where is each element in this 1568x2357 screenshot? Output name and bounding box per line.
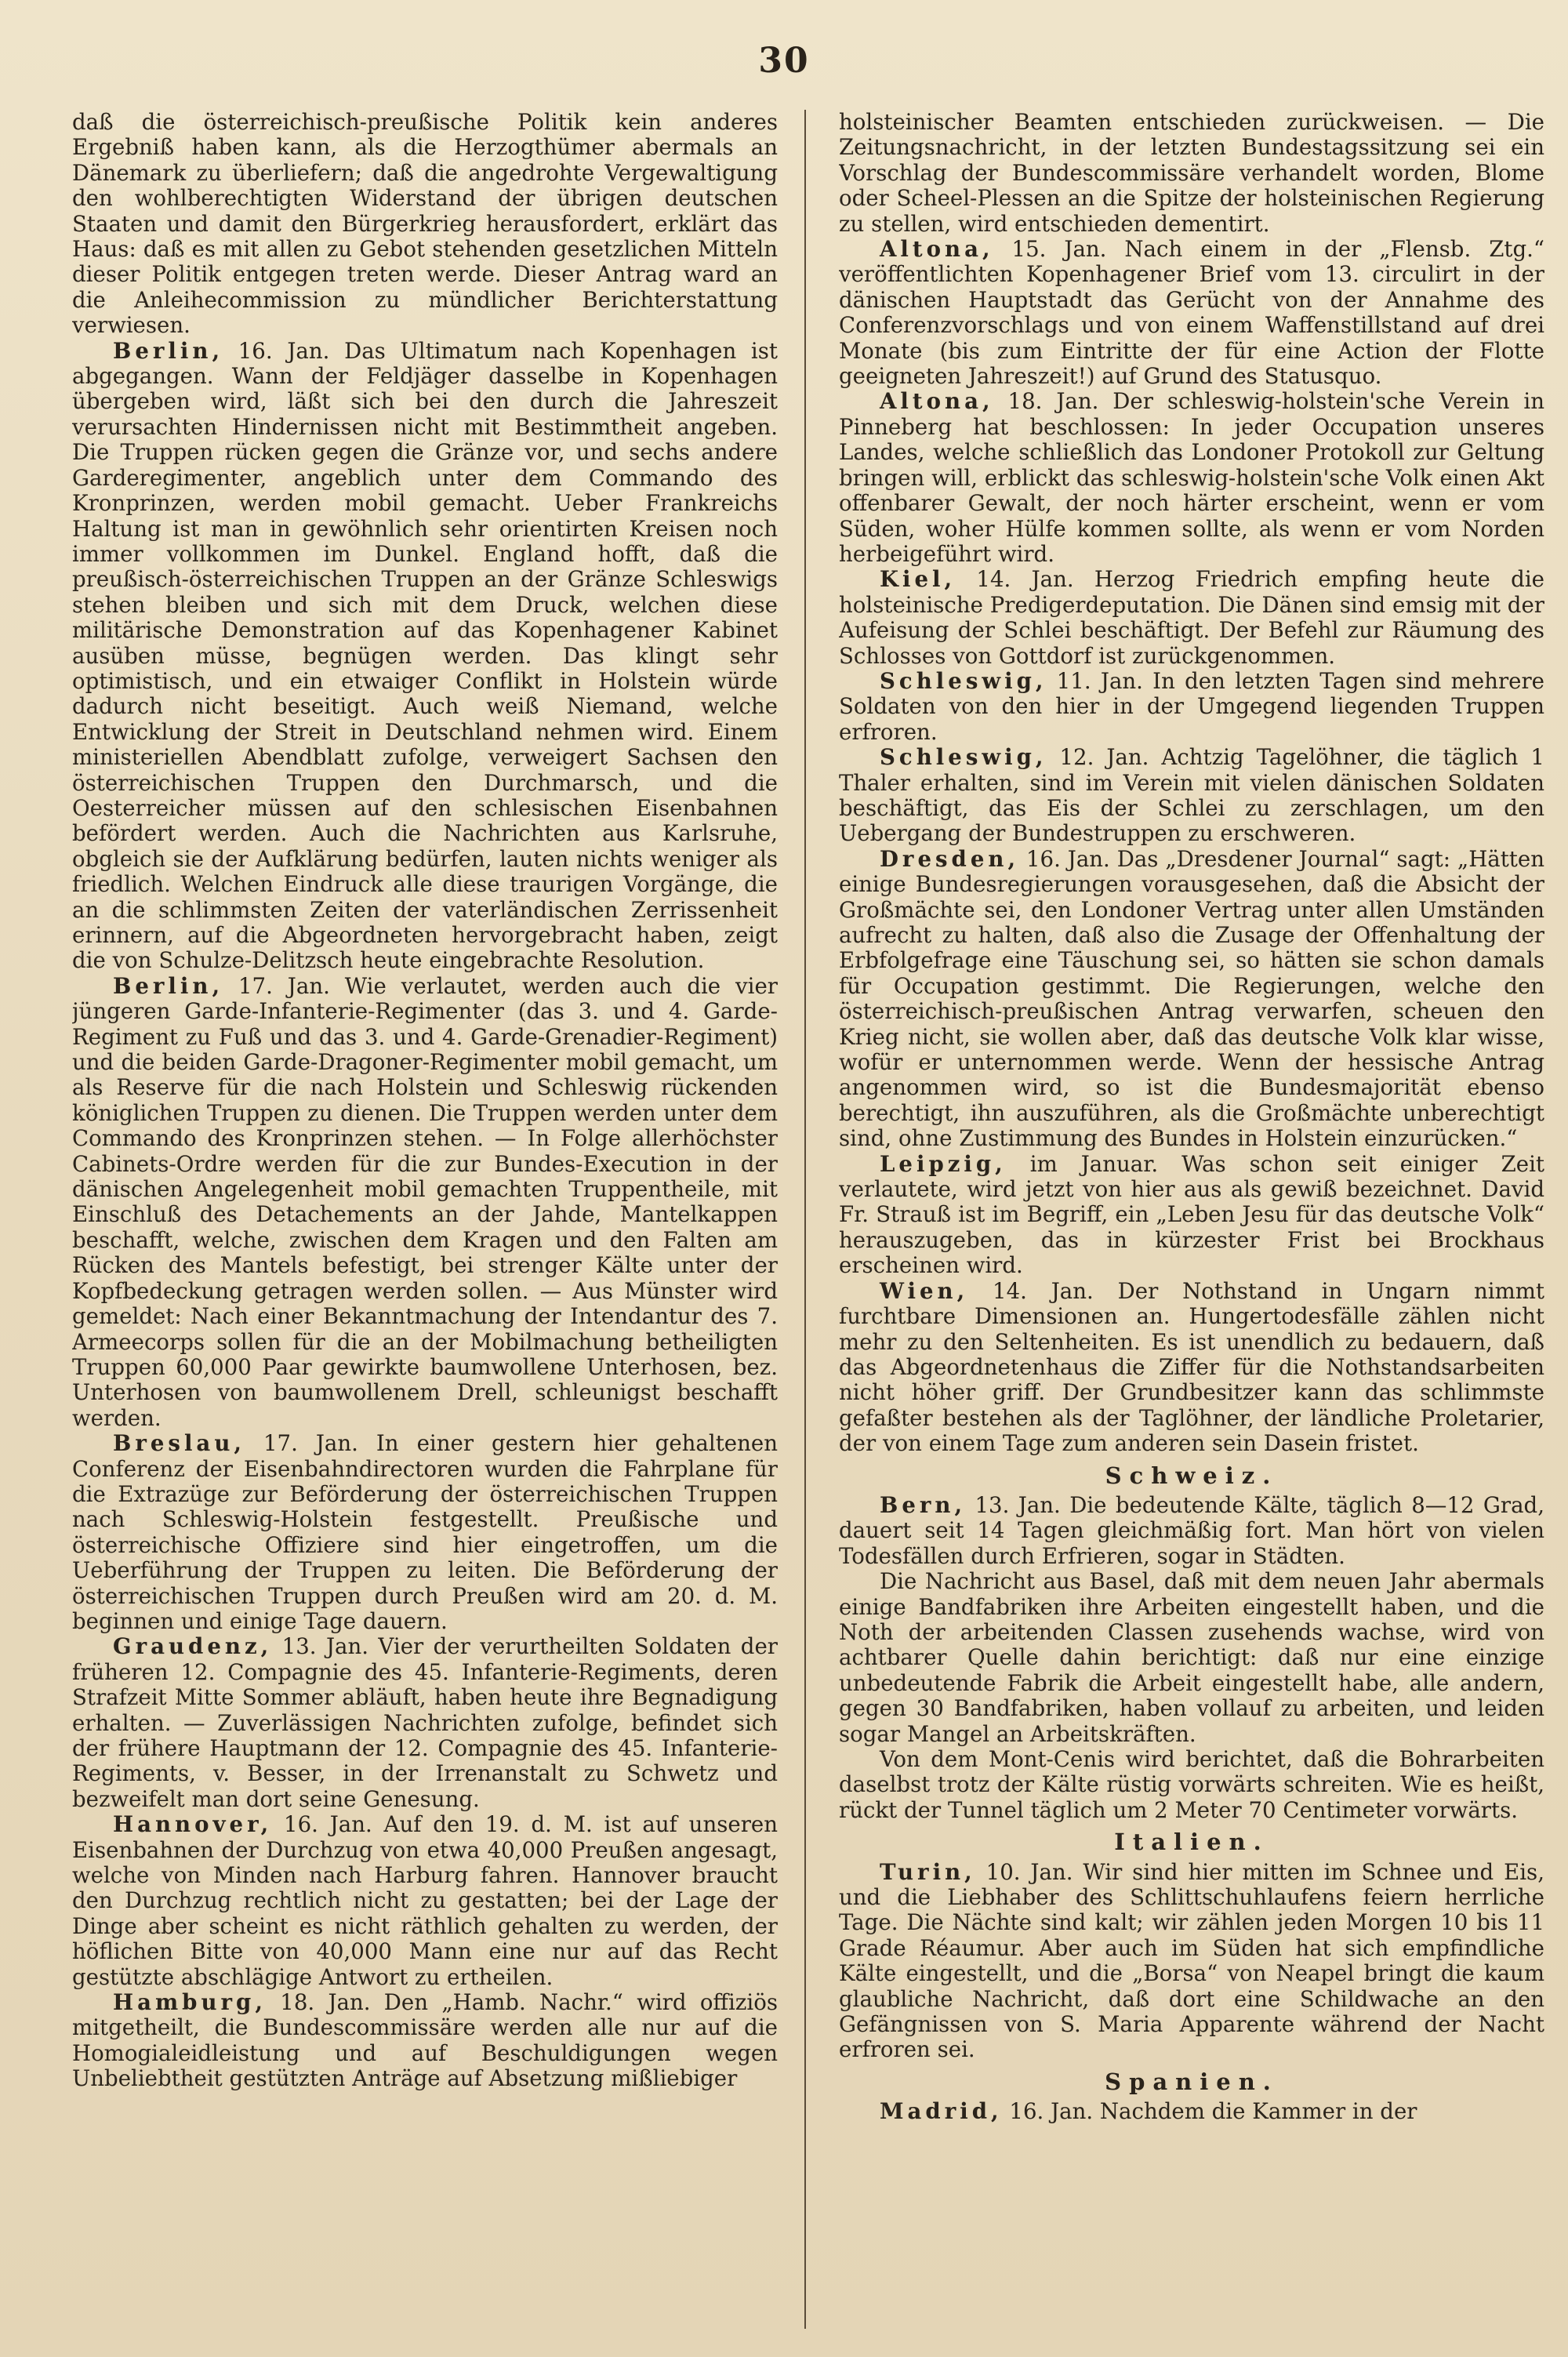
news-text: 17. Jan. Wie verlautet, werden auch die vier jüngeren Garde-Infanterie-Regimenter (das 3. und 4. Garde-Regiment zu Fuß und das 3. und 4. Garde-Grenadier-Regiment) und die beiden Garde-Dragoner-Regimenter mobil gemacht, um als Reserve für die nach Holstein und Schleswig rückenden königlichen Truppen zu dienen. Die Truppen werden unter dem Commando des Kronprinzen stehen. — In Folge allerhöchster Cabinets-Ordre werden für die zur Bundes-Execution in der dänischen Angelegenheit mobil gemachten Truppentheile, mit Einschluß des Detachements an der Jahde, Mantelkappen beschafft, welche, zwischen dem Kragen und den Falten am Rücken des Mantels befestigt, bei strenger Kälte unter der Kopfbedeckung getragen werden sollen. — Aus Münster wird gemeldet: Nach einer Bekanntmachung der Intendantur des 7. Armeecorps sollen für die an der Mobilmachung betheiligten Truppen 60,000 Paar gewirkte baumwollene Unterhosen, bez. Unterhosen von baumwollenem Drell, schleunigst beschafft werden.	[72, 972, 778, 1431]
dateline-place: Madrid,	[880, 2098, 1003, 2125]
dateline-place: Schleswig,	[880, 744, 1047, 771]
news-text: 16. Jan. Nachdem die Kammer in der	[1002, 2098, 1417, 2125]
news-item	[72, 1990, 778, 2092]
column-divider	[804, 110, 806, 2329]
news-item	[839, 847, 1544, 1152]
news-item	[839, 2099, 1544, 2124]
news-text: 18. Jan. Der schleswig-holstein'sche Verein in Pinneberg hat beschlossen: In jeder Occupation unseres Landes, welche schließlich das Londoner Protokoll zur Geltung bringen will, erblickt das schleswig-holstein'sche Volk einen Akt offenbarer Gewalt, der noch härter erscheint, wenn er vom Süden, woher Hülfe kommen sollte, als wenn er vom Norden herbeigeführt wird.	[839, 388, 1544, 567]
news-item	[72, 1812, 778, 1990]
dateline-place: Wien,	[880, 1277, 969, 1304]
dateline-place: Schleswig,	[880, 667, 1047, 694]
dateline-place: Dresden,	[880, 845, 1020, 872]
dateline-place: Kiel,	[880, 566, 956, 593]
news-text: 10. Jan. Wir sind hier mitten im Schnee und Eis, und die Liebhaber des Schlittschuhlaufens feiern herrliche Tage. Die Nächte sind kalt; wir zählen jeden Morgen 10 bis 11 Grade Réaumur. Aber auch im Süden hat sich empfindliche Kälte eingestellt, und die „Borsa“ von Neapel bringt die kaum glaubliche Nachricht, daß dort eine Schildwache an den Gefängnissen von S. Maria Apparente während der Nacht erfroren sei.	[839, 1858, 1544, 2063]
paragraph: Von dem Mont-Cenis wird berichtet, daß die Bohrarbeiten daselbst trotz der Kälte rüstig vorwärts schreiten. Wie es heißt, rückt der Tunnel täglich um 2 Meter 70 Centimeter vorwärts.	[839, 1746, 1544, 1823]
news-text: 14. Jan. Der Nothstand in Ungarn nimmt furchtbare Dimensionen an. Hungertodesfälle zählen nicht mehr zu den Seltenheiten. Es ist unendlich zu bedauern, daß das Abgeordnetenhaus die Ziffer für die Nothstandsarbeiten nicht höher griff. Der Grundbesitzer kann das schlimmste gefaßter bestehen als der Taglöhner, der ländliche Proletarier, der von einem Tage zum anderen sein Dasein fristet.	[839, 1277, 1544, 1457]
dateline-place: Altona,	[880, 236, 994, 263]
news-text: 18. Jan. Den „Hamb. Nachr.“ wird offiziös mitgetheilt, die Bundescommissäre werden alle nur auf die Homogialeidleistung und auf Beschuldigungen wegen Unbeliebtheit gestützten Anträge auf Absetzung mißliebiger	[72, 1989, 778, 2092]
dateline-place: Graudenz,	[113, 1633, 273, 1660]
dateline-place: Hannover,	[113, 1811, 273, 1838]
dateline-place: Berlin,	[113, 337, 224, 364]
news-item	[839, 669, 1544, 745]
news-item	[839, 1152, 1544, 1279]
news-item	[72, 974, 778, 1431]
news-text: 12. Jan. Achtzig Tagelöhner, die täglich 1 Thaler erhalten, sind im Verein mit vielen dänischen Soldaten beschäftigt, das Eis der Schlei zu zerschlagen, um den Uebergang der Bundestruppen zu erschweren.	[839, 744, 1544, 847]
paragraph: daß die österreichisch-preußische Politik kein anderes Ergebniß haben kann, als die Herzogthümer abermals an Dänemark zu überliefern; daß die angedrohte Vergewaltigung den wohlberechtigten Widerstand der übrigen deutschen Staaten und damit den Bürgerkrieg herausfordert, erklärt das Haus: daß es mit allen zu Gebot stehenden gesetzlichen Mitteln dieser Politik entgegen treten werde. Dieser Antrag ward an die Anleihecommission zu mündlicher Berichterstattung verwiesen.	[72, 110, 778, 339]
section-heading: Italien.	[1114, 1829, 1269, 1856]
dateline-place: Altona,	[880, 388, 994, 415]
news-text: 16. Jan. Das Ultimatum nach Kopenhagen ist abgegangen. Wann der Feldjäger dasselbe in Kopenhagen übergeben wird, läßt sich bei den durch die Jahreszeit verursachten Hindernissen nicht mit Bestimmtheit angeben. Die Truppen rücken gegen die Gränze vor, und sechs andere Garderegimenter, angeblich unter dem Commando des Kronprinzen, werden mobil gemacht. Ueber Frankreichs Haltung ist man in gewöhnlich sehr orientirten Kreisen noch immer vollkommen im Dunkel. England hofft, daß die preußisch-österreichischen Truppen an der Gränze Schleswigs stehen bleiben und sich mit dem Druck, welchen diese militärische Demonstration auf das Kopenhagener Kabinet ausüben müsse, begnügen werden. Das klingt sehr optimistisch, und ein etwaiger Conflikt in Holstein würde dadurch nicht beseitigt. Auch weiß Niemand, welche Entwicklung der Streit in Deutschland nehmen wird. Einem ministeriellen Abendblatt zufolge, verweigert Sachsen den österreichischen Truppen den Durchmarsch, und die Oesterreicher müssen auf den schlesischen Eisenbahnen befördert werden. Auch die Nachrichten aus Karlsruhe, obgleich sie der Aufklärung bedürfen, lauten nichts weniger als friedlich. Welchen Eindruck alle diese traurigen Vorgänge, die an die schlimmsten Zeiten der vaterländischen Zerrissenheit erinnern, auf die Abgeordneten hervorgebracht haben, zeigt die von Schulze-Delitzsch heute eingebrachte Resolution.	[72, 337, 778, 974]
news-text: 11. Jan. In den letzten Tagen sind mehrere Soldaten von den hier in der Umgegend liegenden Truppen erfroren.	[839, 667, 1544, 745]
left-column	[72, 110, 778, 2337]
news-text: 17. Jan. In einer gestern hier gehaltenen Conferenz der Eisenbahndirectoren wurden die Fahrplane für die Extrazüge zur Beförderung der österreichischen Truppen nach Schleswig-Holstein festgestellt. Preußische und österreichische Offiziere sind hier eingetroffen, um die Ueberführung der Truppen zu leiten. Die Beförderung der österreichischen Truppen durch Preußen wird am 20. d. M. beginnen und einige Tage dauern.	[72, 1430, 778, 1634]
news-item	[839, 1279, 1544, 1457]
news-text: 13. Jan. Vier der verurtheilten Soldaten der früheren 12. Compagnie des 45. Infanterie-Regiments, deren Strafzeit Mitte Sommer abläuft, haben heute ihre Begnadigung erhalten. — Zuverlässigen Nachrichten zufolge, befindet sich der frühere Hauptmann der 12. Compagnie des 45. Infanterie-Regiments, v. Besser, in der Irrenanstalt zu Schwetz und bezweifelt man dort seine Genesung.	[72, 1633, 778, 1812]
news-text: 13. Jan. Die bedeutende Kälte, täglich 8—12 Grad, dauert seit 14 Tagen gleichmäßig fort. Man hört von vielen Todesfällen durch Erfrieren, sogar in Städten.	[839, 1491, 1544, 1569]
news-item	[839, 1493, 1544, 1569]
news-item	[72, 1431, 778, 1634]
news-item	[72, 339, 778, 974]
dateline-place: Bern,	[880, 1491, 967, 1518]
news-text: 15. Jan. Nach einem in der „Flensb. Ztg.“ veröffentlichten Kopenhagener Brief vom 13. circulirt in der dänischen Hauptstadt das Gerücht von der Annahme des Conferenzvorschlags und von einem Waffenstillstand auf drei Monate (bis zum Eintritte der für eine Action der Flotte geeigneten Jahreszeit!) auf Grund des Statusquo.	[839, 236, 1544, 390]
dateline-place: Turin,	[880, 1858, 976, 1885]
news-text: 16. Jan. Das „Dresdener Journal“ sagt: „Hätten einige Bundesregierungen vorausgesehen, daß die Absicht der Großmächte sei, den Londoner Vertrag unter allen Umständen aufrecht zu halten, daß also die Zusage der Offenhaltung der Erbfolgefrage eine Täuschung sei, so hätten sie schon damals für Occupation gestimmt. Die Regierungen, welche den österreichisch-preußischen Antrag verwarfen, scheuen den Krieg nicht, sie wollen aber, daß das deutsche Volk klar wisse, wofür er unternommen werde. Wenn der hessische Antrag angenommen wird, so ist die Bundesmajorität ebenso berechtigt, ihn auszuführen, als die Großmächte unberechtigt sind, ohne Zustimmung des Bundes in Holstein einzurücken.“	[839, 845, 1544, 1152]
paragraph: Die Nachricht aus Basel, daß mit dem neuen Jahr abermals einige Bandfabriken ihre Arbeiten eingestellt haben, und die Noth der arbeitenden Classen zusehends wachse, wird von achtbarer Quelle dahin berichtigt: daß nur eine einzige unbedeutende Fabrik die Arbeit eingestellt habe, alle andern, gegen 30 Bandfabriken, haben vollauf zu arbeiten, und leiden sogar Mangel an Arbeitskräften.	[839, 1568, 1544, 1747]
dateline-place: Breslau,	[113, 1430, 245, 1457]
news-item	[72, 1634, 778, 1812]
page-number: 30	[758, 41, 810, 81]
news-item	[839, 237, 1544, 389]
dateline-place: Leipzig,	[880, 1150, 1007, 1177]
dateline-place: Hamburg,	[113, 1989, 267, 2016]
paragraph: holsteinischer Beamten entschieden zurückweisen. — Die Zeitungsnachricht, in der letzten Bundestagssitzung sei ein Vorschlag der Bundescommissäre verhandelt worden, Blome oder Scheel-Plessen an die Spitze der holsteinischen Regierung zu stellen, wird entschieden dementirt.	[839, 110, 1544, 237]
right-column	[839, 110, 1544, 2337]
news-item	[839, 389, 1544, 567]
news-item	[839, 745, 1544, 847]
section-heading: Schweiz.	[1105, 1462, 1279, 1489]
news-text: 16. Jan. Auf den 19. d. M. ist auf unseren Eisenbahnen der Durchzug von etwa 40,000 Preußen angesagt, welche von Minden nach Harburg fahren. Hannover braucht den Durchzug rechtlich nicht zu gestatten; bei der Lage der Dinge aber scheint es nicht räthlich gehalten zu werden, der höflichen Bitte von 40,000 Mann eine nur auf das Recht gestützte abschlägige Antwort zu ertheilen.	[72, 1811, 778, 1990]
news-text: im Januar. Was schon seit einiger Zeit verlautete, wird jetzt von hier aus als gewiß bezeichnet. David Fr. Strauß ist im Begriff, ein „Leben Jesu für das deutsche Volk“ herauszugeben, das in kürzester Frist bei Brockhaus erscheinen wird.	[839, 1150, 1544, 1279]
news-item	[839, 1860, 1544, 2063]
section-heading: Spanien.	[1105, 2068, 1279, 2095]
news-item	[839, 567, 1544, 669]
dateline-place: Berlin,	[113, 972, 224, 999]
news-text: 14. Jan. Herzog Friedrich empfing heute die holsteinische Predigerdeputation. Die Dänen sind emsig mit der Aufeisung der Schlei beschäftigt. Der Befehl zur Räumung des Schlosses von Gottdorf ist zurückgenommen.	[839, 566, 1544, 669]
